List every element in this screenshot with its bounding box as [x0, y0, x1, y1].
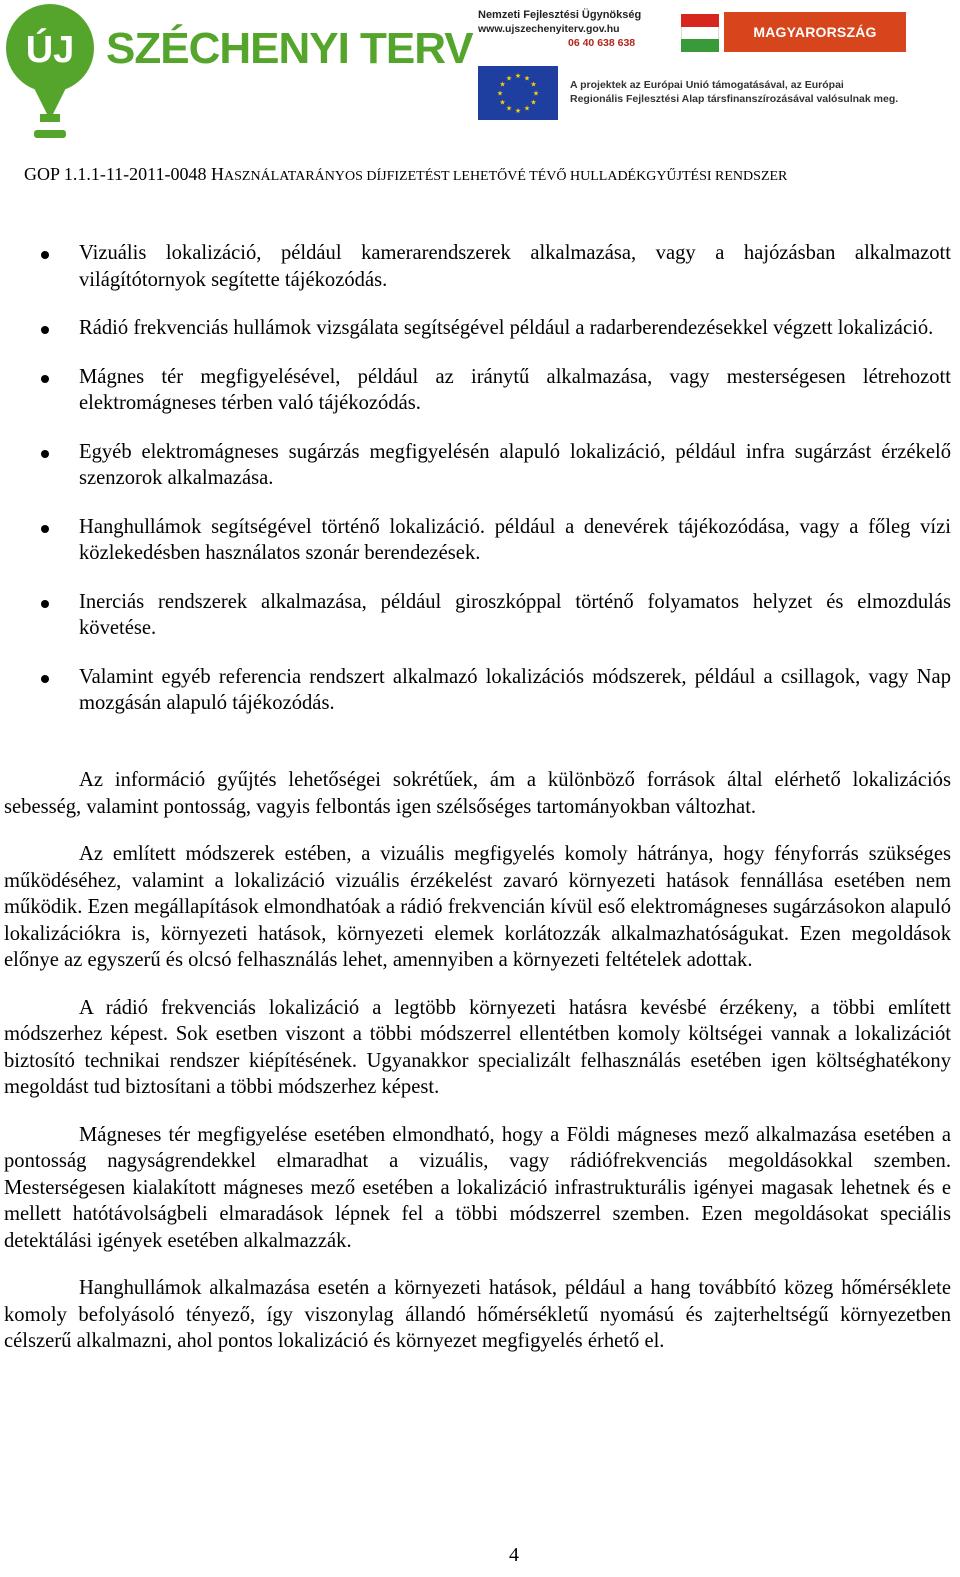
- new-szechenyi-plan-logo-icon: [4, 2, 96, 140]
- project-code: GOP 1.1.1-11-2011-0048 H: [24, 164, 224, 184]
- logo-pin-text: ÚJ: [25, 29, 75, 71]
- svg-text:★: ★: [532, 89, 540, 98]
- svg-text:★: ★: [505, 104, 513, 113]
- hungarian-flag-icon: [681, 14, 719, 52]
- svg-text:★: ★: [505, 74, 513, 83]
- paragraph: Hanghullámok alkalmazása esetén a környezeti hatások, például a hang továbbító közeg hőmérséklete komoly befolyásoló tényező, így viszonylag állandó hőmérsékletű nyomású és zajterheltségű környezetben célszerű alkalmazni, ahol pontos lokalizáció és környezet megfigyelés érhető el.: [4, 1277, 951, 1352]
- list-item: Hanghullámok segítségével történő lokalizáció. például a denevérek tájékozódása, vagy a főleg vízi közlekedésben használatos szonár berendezések.: [0, 514, 951, 567]
- list-item: Egyéb elektromágneses sugárzás megfigyelésén alapuló lokalizáció, például infra sugárzást érzékelő szenzorok alkalmazása.: [0, 439, 951, 492]
- list-item: Vizuális lokalizáció, például kamerarendszerek alkalmazása, vagy a hajózásban alkalmazott világítótornyok segítette tájékozódás.: [0, 240, 951, 293]
- eu-funding-note: [570, 78, 930, 106]
- logo-wordmark: SZÉCHENYI TERV: [106, 24, 473, 73]
- bullet-icon: [41, 600, 49, 608]
- agency-block: [478, 8, 658, 50]
- bullet-icon: [41, 375, 49, 383]
- list-item: Rádió frekvenciás hullámok vizsgálata segítségével például a radarberendezésekkel végzett lokalizáció.: [0, 315, 951, 342]
- localization-methods-list: [0, 240, 960, 739]
- bullet-icon: [41, 450, 49, 458]
- project-title: ASZNÁLATARÁNYOS DÍJFIZETÉST LEHETŐVÉ TÉVŐ HULLADÉKGYŰJTÉSI RENDSZER: [224, 169, 788, 184]
- svg-text:★: ★: [499, 80, 506, 89]
- agency-phone: 06 40 638 638: [568, 37, 636, 49]
- eu-funding-line-2: Regionális Fejlesztési Alap társfinanszírozásával valósulnak meg.: [570, 93, 899, 105]
- list-item: Mágnes tér megfigyelésével, például az iránytű alkalmazása, vagy mesterségesen létrehozott elektromágneses térben való tájékozódás.: [0, 364, 951, 417]
- svg-text:★: ★: [530, 80, 537, 89]
- bullet-icon: [41, 251, 49, 259]
- body-text: [4, 767, 951, 1376]
- eu-flag-icon: [478, 66, 558, 120]
- page-number: 4: [509, 1544, 519, 1566]
- document-running-header: [24, 164, 787, 185]
- agency-name: Nemzeti Fejlesztési Ügynökség: [478, 9, 642, 21]
- list-item: Inerciás rendszerek alkalmazása, például giroszkóppal történő folyamatos helyzet és elmozdulás követése.: [0, 589, 951, 642]
- bullet-icon: [41, 326, 49, 334]
- hungary-renews-banner: MAGYARORSZÁG MEGÚJUL: [724, 12, 906, 52]
- bullet-icon: [41, 525, 49, 533]
- svg-text:★: ★: [523, 104, 531, 113]
- svg-text:★: ★: [496, 89, 504, 98]
- paragraph: A rádió frekvenciás lokalizáció a legtöbb környezeti hatásra kevésbé érzékeny, a többi említett módszerhez képest. Sok esetben viszont a többi módszerrel ellentétben komoly költségei vannak a lokalizációt biztosító technikai rendszer kiépítésének. Ugyanakkor specializált felhasználás esetében igen költséghatékony megoldást tud biztosítani a többi módszerhez képest.: [4, 996, 951, 1098]
- svg-text:★: ★: [530, 98, 537, 107]
- svg-text:★: ★: [523, 74, 531, 83]
- svg-text:★: ★: [514, 72, 522, 80]
- paragraph: Mágneses tér megfigyelése esetében elmondható, hogy a Földi mágneses mező alkalmazása esetében a pontosság nagyságrendekkel elmaradhat a vizuális, vagy rádiófrekvenciás megoldásokkal szemben. Mesterségesen kialakított mágneses mező esetében a lokalizáció infrastrukturális igényei magasak lehetnek és e mellett hatótávolságbeli elmaradások lépnek fel a többi módszerrel szemben. Ezen megoldásokat speciális detektálási igények esetében alkalmazzák.: [4, 1123, 951, 1252]
- page-header: [0, 0, 960, 150]
- paragraph: Az információ gyűjtés lehetőségei sokrétűek, ám a különböző források által elérhető lokalizációs sebesség, valamint pontosság, vagyis felbontás igen szélsőséges tartományokban változhat.: [4, 769, 951, 818]
- svg-text:★: ★: [514, 107, 522, 115]
- bullet-icon: [41, 675, 49, 683]
- svg-text:★: ★: [499, 98, 506, 107]
- eu-funding-line-1: A projektek az Európai Unió támogatásával, az Európai: [570, 79, 844, 91]
- paragraph: Az említett módszerek estében, a vizuális megfigyelés komoly hátránya, hogy fényforrás szükséges működéséhez, valamint a lokalizáció vizuális érzékelést zavaró környezeti hatások fennállása esetében nem működik. Ezen megállapítások elmondhatóak a rádió frekvencián kívül eső elektromágneses sugárzásokon alapuló lokalizációkra is, környezeti hatások, környezeti elemek korlátozzák alkalmazhatóságukat. Ezen megoldások előnye az egyszerű és olcsó felhasználás lehet, amennyiben a környezeti feltételek adottak.: [4, 843, 951, 971]
- agency-url: www.ujszechenyiterv.gov.hu: [478, 23, 620, 35]
- list-item: Valamint egyéb referencia rendszert alkalmazó lokalizációs módszerek, például a csillagok, vagy Nap mozgásán alapuló tájékozódás.: [0, 664, 951, 717]
